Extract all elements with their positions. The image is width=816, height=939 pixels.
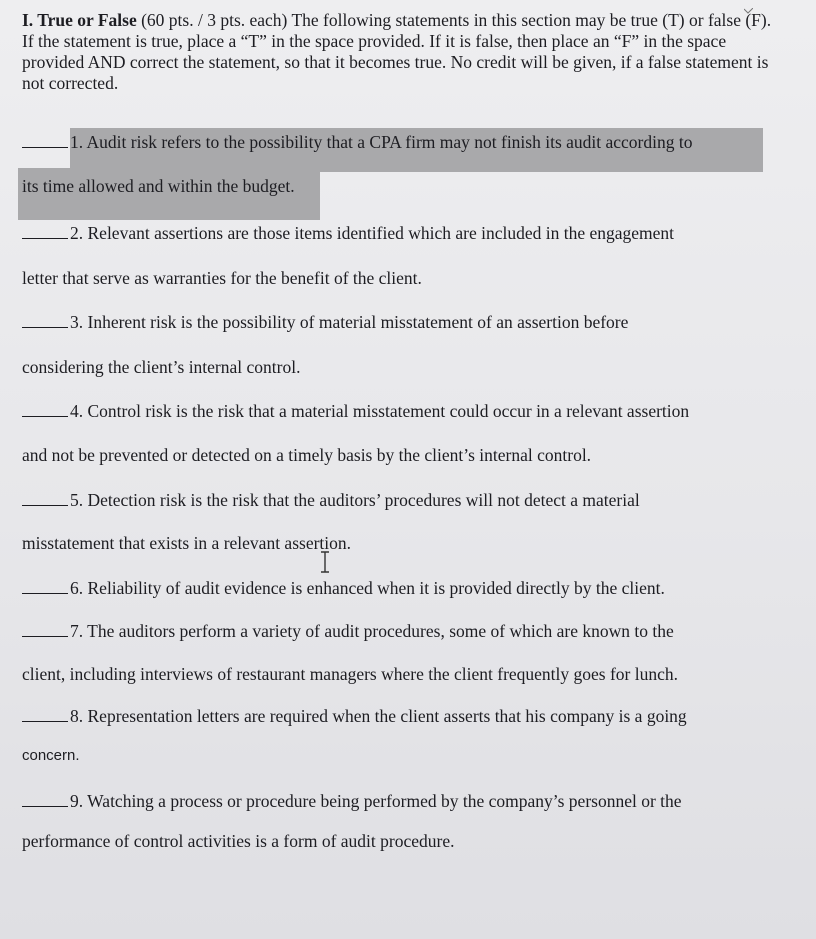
section-title: I. True or False (22, 10, 137, 30)
question-9-continuation: performance of control activities is a form of audit procedure. (22, 831, 455, 851)
answer-blank-9[interactable] (22, 792, 68, 807)
instructions-text: (60 pts. / 3 pts. each) The following statements in this section may be true (T) or false (F). If the statement is true, place a “T” in the space provided. If it is false, then place an “F” in the space provided AND correct the statement, so that it becomes true. No credit will be given, if a false statement is not corrected. (22, 10, 772, 93)
question-3-continuation: considering the client’s internal control. (22, 357, 301, 377)
question-4 (22, 401, 689, 422)
question-8-text: 8. Representation letters are required when the client asserts that his company is a going (70, 706, 687, 726)
answer-blank-8[interactable] (22, 707, 68, 722)
question-3 (22, 312, 628, 333)
question-6 (22, 578, 665, 599)
question-7 (22, 621, 674, 642)
question-1 (22, 132, 693, 153)
question-8 (22, 706, 687, 727)
question-7-continuation: client, including interviews of restaurant managers where the client frequently goes for lunch. (22, 664, 679, 684)
question-2-continuation: letter that serve as warranties for the benefit of the client. (22, 268, 422, 288)
question-8-continuation: concern. (22, 747, 80, 764)
question-2-text: 2. Relevant assertions are those items identified which are included in the engagement (70, 223, 675, 243)
answer-blank-4[interactable] (22, 402, 68, 417)
instructions-paragraph (22, 10, 782, 94)
question-5-text: 5. Detection risk is the risk that the auditors’ procedures will not detect a material (70, 490, 640, 510)
answer-blank-7[interactable] (22, 622, 68, 637)
answer-blank-1[interactable] (22, 133, 68, 148)
text-cursor-icon (318, 551, 332, 573)
question-7-text: 7. The auditors perform a variety of audit procedures, some of which are known to the (70, 621, 674, 641)
question-1-continuation: its time allowed and within the budget. (22, 176, 295, 196)
question-9 (22, 791, 682, 812)
question-2 (22, 223, 674, 244)
question-4-continuation: and not be prevented or detected on a timely basis by the client’s internal control. (22, 445, 592, 465)
question-1-text: 1. Audit risk refers to the possibility that a CPA firm may not finish its audit according to (70, 132, 693, 152)
question-6-text: 6. Reliability of audit evidence is enhanced when it is provided directly by the client. (70, 578, 665, 598)
question-3-text: 3. Inherent risk is the possibility of material misstatement of an assertion before (70, 312, 629, 332)
answer-blank-5[interactable] (22, 491, 68, 506)
answer-blank-2[interactable] (22, 224, 68, 239)
question-5 (22, 490, 640, 511)
question-9-text: 9. Watching a process or procedure being performed by the company’s personnel or the (70, 791, 682, 811)
answer-blank-6[interactable] (22, 579, 68, 594)
answer-blank-3[interactable] (22, 313, 68, 328)
question-5-continuation: misstatement that exists in a relevant assertion. (22, 533, 352, 553)
question-4-text: 4. Control risk is the risk that a material misstatement could occur in a relevant assertion (70, 401, 690, 421)
